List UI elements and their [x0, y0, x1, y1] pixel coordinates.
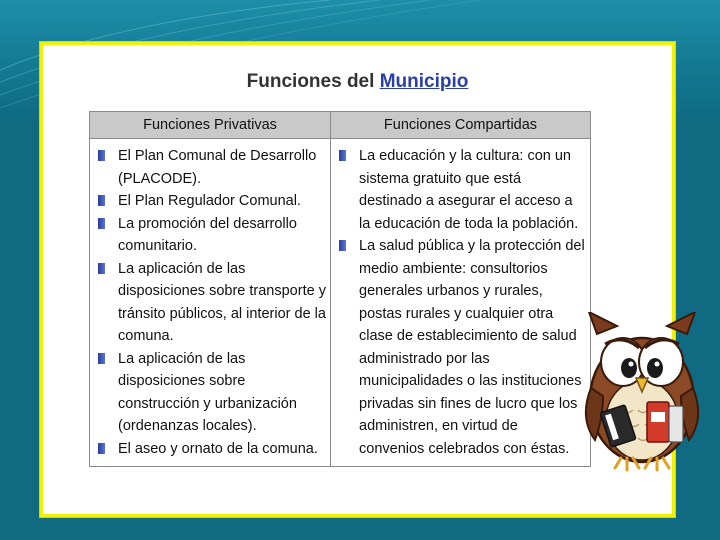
list-item-text: La salud pública y la protección del medio ambiente: consultorios generales urbanos y rurales, postas rurales y cualquier otra clase de establecimiento de salud administrado por las municipalidades o las instituciones privadas sin fines de lucro que los administren, en virtud de convenios celebrados con éstas.	[359, 238, 585, 457]
list-item	[337, 145, 586, 235]
square-bullet-icon	[98, 195, 105, 206]
title-text: Funciones del	[246, 71, 380, 92]
list-item	[96, 190, 326, 213]
list-item	[96, 213, 326, 258]
header-privativas: Funciones Privativas	[90, 112, 331, 139]
list-item-text: El Plan Regulador Comunal.	[118, 193, 301, 209]
list-item	[96, 438, 326, 461]
cell-compartidas	[331, 139, 591, 467]
title-link-municipio[interactable]: Municipio	[379, 71, 469, 92]
list-item-text: La promoción del desarrollo comunitario.	[118, 215, 297, 254]
list-item	[96, 145, 326, 190]
table-row	[90, 139, 591, 467]
table-header-row	[90, 112, 591, 139]
square-bullet-icon	[339, 150, 346, 161]
square-bullet-icon	[98, 263, 105, 274]
list-item-text: El aseo y ornato de la comuna.	[118, 440, 318, 457]
slide-panel	[40, 42, 675, 517]
list-item-text: La educación y la cultura: con un sistema gratuito que está destinado a asegurar el acceso a la educación de toda la población.	[359, 148, 579, 232]
list-compartidas	[337, 145, 586, 460]
square-bullet-icon	[98, 218, 105, 229]
square-bullet-icon	[98, 150, 105, 161]
owl-clipart	[583, 312, 701, 472]
square-bullet-icon	[339, 240, 346, 251]
cell-privativas	[90, 139, 331, 467]
list-item-text: La aplicación de las disposiciones sobre transporte y tránsito públicos, al interior de la comuna.	[118, 260, 326, 344]
list-item-text: La aplicación de las disposiciones sobre construcción y urbanización (ordenanzas locales).	[118, 350, 297, 434]
list-privativas	[96, 145, 326, 460]
square-bullet-icon	[98, 353, 105, 364]
square-bullet-icon	[98, 443, 105, 454]
functions-table	[89, 111, 591, 467]
list-item	[337, 235, 586, 460]
list-item	[96, 258, 326, 348]
header-compartidas: Funciones Compartidas	[331, 112, 591, 139]
slide-title	[43, 71, 672, 93]
list-item-text: El Plan Comunal de Desarrollo (PLACODE).	[118, 148, 317, 187]
list-item	[96, 348, 326, 438]
